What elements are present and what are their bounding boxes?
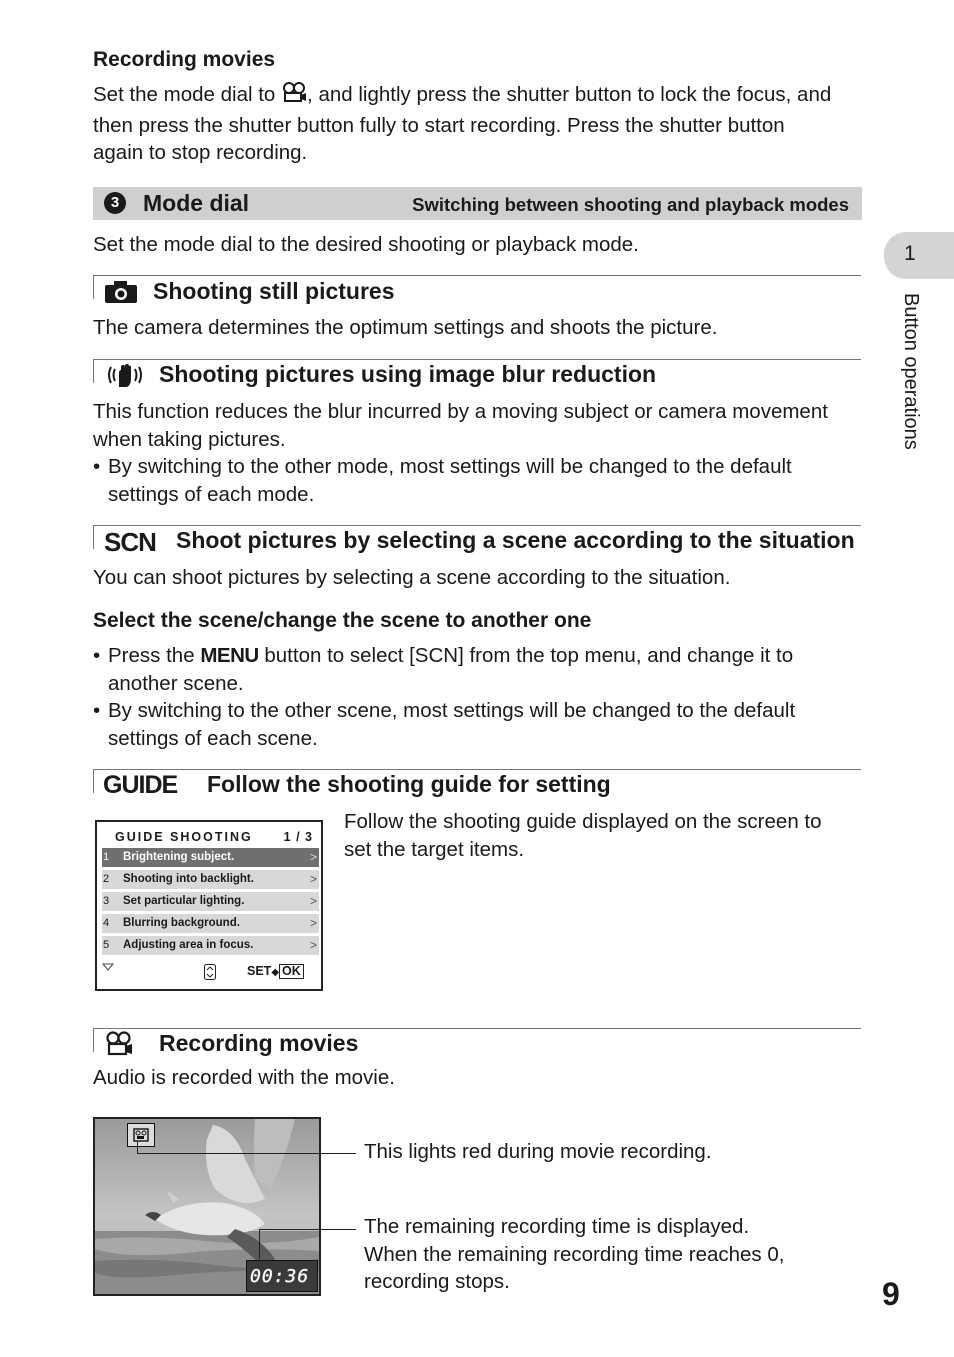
item-label: Brightening subject.	[123, 851, 235, 863]
remaining-time-display	[246, 1260, 318, 1292]
chevron-right-icon: >	[309, 850, 317, 864]
movie-mode-indicator-icon	[127, 1123, 155, 1147]
rec-light-callout: This lights red during movie recording.	[364, 1140, 712, 1163]
callout-leader	[137, 1141, 138, 1153]
chevron-right-icon: >	[309, 872, 317, 886]
scn-bullet2-line1: By switching to the other scene, most settings will be changed to the default	[108, 699, 796, 722]
blur-bullet	[93, 453, 863, 508]
item-number: 4	[103, 917, 110, 929]
intro-text-4: again to stop recording.	[93, 141, 308, 164]
section-rule	[93, 275, 861, 276]
chapter-tab	[884, 232, 954, 279]
guide-screen-page: 1 / 3	[283, 830, 313, 844]
guide-description	[344, 808, 864, 863]
movie-camera-icon	[104, 1031, 134, 1062]
callout-leader	[259, 1229, 356, 1230]
chapter-label-text: Button operations	[900, 293, 922, 450]
chevron-right-icon: >	[309, 894, 317, 908]
remaining-time-callout	[364, 1213, 844, 1296]
guide-menu-item[interactable]	[102, 848, 319, 867]
callout2-line2: When the remaining recording time reaches 0,	[364, 1242, 785, 1266]
item-label: Blurring background.	[123, 917, 240, 929]
guide-menu-item[interactable]	[102, 936, 319, 955]
guide-screen-header: GUIDE SHOOTING	[115, 830, 253, 844]
remaining-time-value: 00:36	[250, 1266, 310, 1287]
guide-menu-item[interactable]	[102, 914, 319, 933]
bullet-dot: •	[93, 644, 101, 667]
scn-bullet1-post: button to select [SCN] from the top menu, and change it to	[264, 644, 794, 667]
item-number: 1	[103, 851, 110, 863]
item-label: Set particular lighting.	[123, 895, 245, 907]
scn-description: You can shoot pictures by selecting a scene according to the situation.	[93, 566, 731, 589]
scn-icon: SCN	[104, 527, 156, 557]
mode-dial-header-bar	[93, 187, 862, 220]
blur-bullet-line1: By switching to the other mode, most settings will be changed to the default	[108, 455, 792, 478]
movie-recording-screen	[93, 1117, 321, 1296]
scn-bullet1-pre: Press the	[108, 644, 195, 667]
mode-dial-title: Mode dial	[143, 190, 250, 216]
ok-button-label: OK	[279, 964, 304, 979]
callout-leader	[259, 1229, 260, 1259]
bullet-dot: •	[93, 699, 101, 722]
guide-shooting-screen	[95, 820, 323, 991]
camera-icon	[105, 281, 137, 308]
movie-camera-icon	[281, 82, 307, 112]
guide-icon: GUIDE	[103, 771, 178, 799]
scn-bullet-1	[93, 642, 863, 697]
recording-movies-title: Recording movies	[159, 1030, 359, 1056]
intro-text-3: then press the shutter button fully to start recording. Press the shutter button	[93, 113, 785, 137]
intro-heading: Recording movies	[93, 48, 276, 71]
section-rule-vertical	[93, 1028, 94, 1052]
chapter-number: 1	[904, 242, 916, 265]
blur-reduction-title: Shooting pictures using image blur reduction	[159, 361, 657, 387]
still-pictures-description: The camera determines the optimum settings and shoots the picture.	[93, 316, 718, 339]
set-label: SET	[247, 964, 272, 978]
section-rule-vertical	[93, 769, 94, 793]
blur-desc-line2: when taking pictures.	[93, 427, 286, 451]
up-down-arrow-icon	[204, 964, 216, 985]
blur-desc-line1: This function reduces the blur incurred by a moving subject or camera movement	[93, 400, 828, 423]
section-rule-vertical	[93, 275, 94, 299]
scroll-down-icon	[102, 958, 114, 976]
intro-text-1: Set the mode dial to	[93, 83, 276, 106]
section-rule-vertical	[93, 359, 94, 383]
callout2-line1: The remaining recording time is displayed.	[364, 1215, 750, 1238]
mode-dial-description: Set the mode dial to the desired shooting or playback mode.	[93, 233, 639, 256]
item-label: Adjusting area in focus.	[123, 939, 254, 951]
still-pictures-title: Shooting still pictures	[153, 278, 395, 304]
guide-desc-line2: set the target items.	[344, 837, 525, 861]
section-rule-vertical	[93, 525, 94, 549]
item-number: 2	[103, 873, 110, 885]
blur-reduction-description	[93, 398, 873, 453]
page-number: 9	[882, 1276, 900, 1312]
item-number: 3	[103, 895, 110, 907]
item-label: Shooting into backlight.	[123, 873, 254, 885]
scn-bullet-2	[93, 697, 863, 752]
item-number: 5	[103, 939, 110, 951]
guide-title: Follow the shooting guide for setting	[207, 771, 611, 797]
chevron-right-icon: >	[309, 938, 317, 952]
set-ok-indicator: SET◆ OK	[247, 964, 304, 979]
menu-button-label: MENU	[200, 644, 259, 667]
scn-subheading: Select the scene/change the scene to another one	[93, 609, 592, 632]
mode-dial-subtitle: Switching between shooting and playback modes	[412, 194, 849, 215]
callout2-line3: recording stops.	[364, 1270, 510, 1293]
bullet-dot: •	[93, 455, 101, 478]
shaking-hand-icon	[105, 363, 145, 394]
guide-menu-item[interactable]	[102, 892, 319, 911]
intro-text-2: , and lightly press the shutter button to lock the focus, and	[307, 83, 832, 106]
guide-menu-item[interactable]	[102, 870, 319, 889]
chevron-right-icon: >	[309, 916, 317, 930]
guide-desc-line1: Follow the shooting guide displayed on the screen to	[344, 810, 822, 833]
chapter-label-vertical	[896, 293, 924, 483]
recording-movies-description: Audio is recorded with the movie.	[93, 1066, 395, 1089]
scn-bullet2-line2: settings of each scene.	[108, 726, 318, 750]
scn-bullet1-line2: another scene.	[108, 671, 244, 695]
intro-paragraph	[93, 81, 883, 167]
blur-bullet-line2: settings of each mode.	[108, 482, 315, 506]
scn-title: Shoot pictures by selecting a scene according to the situation	[176, 527, 855, 553]
section-number-badge: 3	[104, 192, 126, 214]
callout-leader	[137, 1153, 356, 1154]
